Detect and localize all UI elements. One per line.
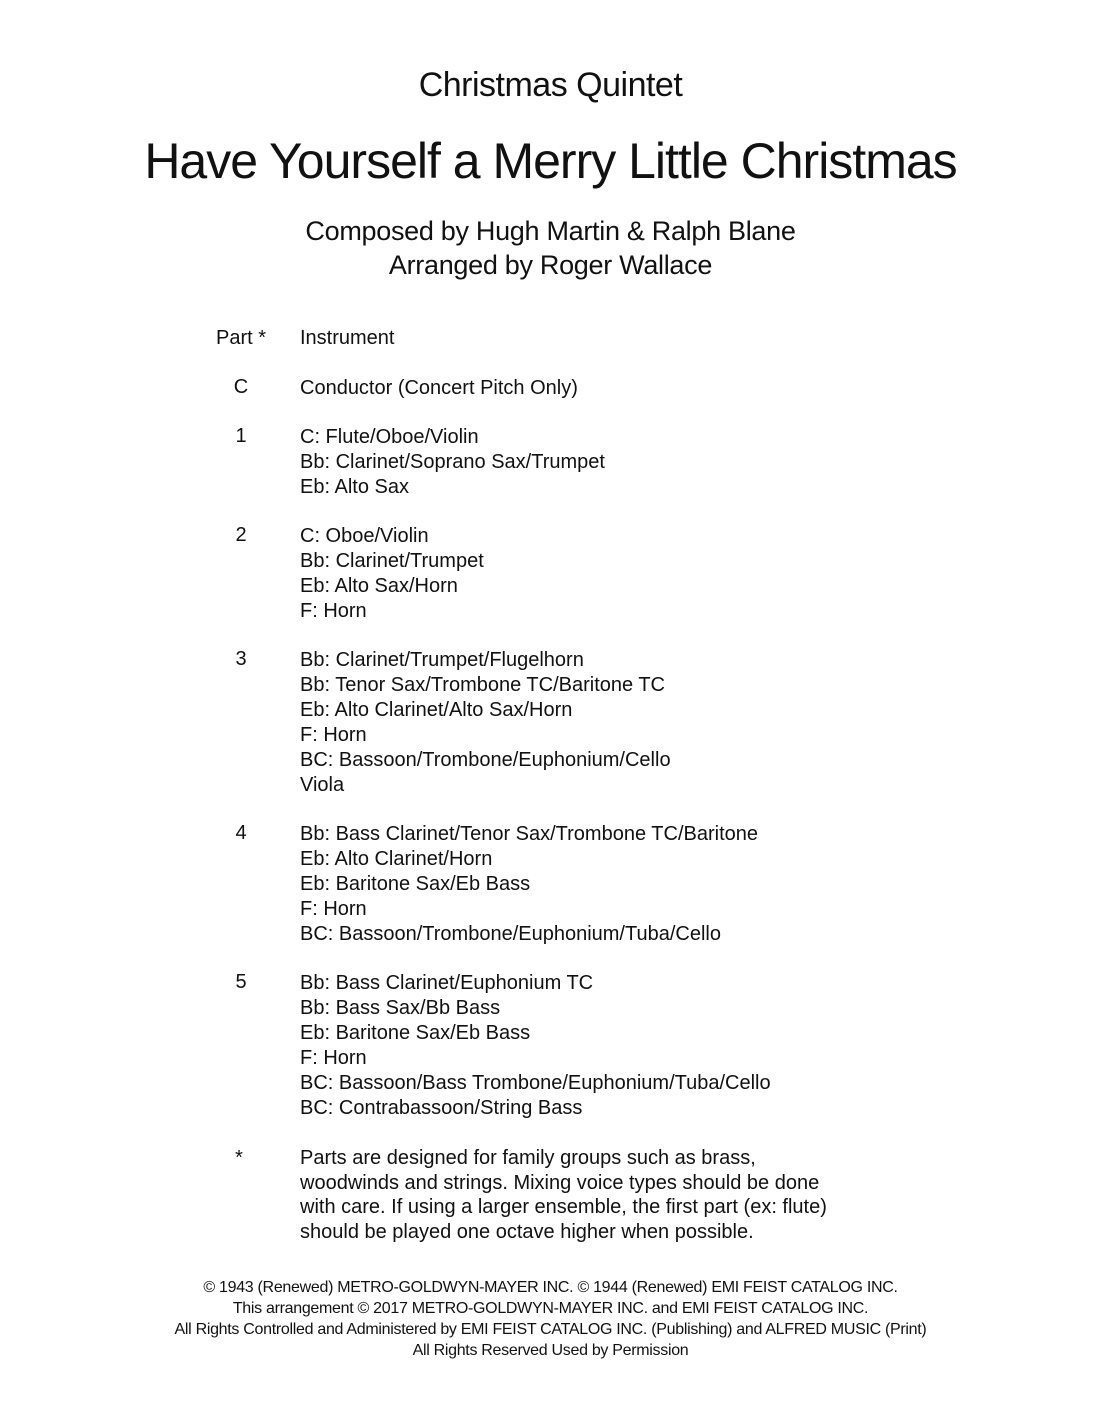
credits xyxy=(0,214,1101,282)
copyright-line-1: © 1943 (Renewed) METRO-GOLDWYN-MAYER INC. © 1944 (Renewed) EMI FEIST CATALOG INC. xyxy=(203,1279,898,1296)
instrument-list xyxy=(300,822,1101,947)
table-row xyxy=(0,376,1101,401)
instrument-line: BC: Bassoon/Bass Trombone/Euphonium/Tuba/Cello xyxy=(300,1072,771,1094)
table-row xyxy=(0,524,1101,624)
table-row xyxy=(0,425,1101,500)
instrument-line: Eb: Baritone Sax/Eb Bass xyxy=(300,873,531,895)
instrumentation-table xyxy=(0,326,1101,1145)
instrument-line: F: Horn xyxy=(300,898,367,920)
instrument-line: Eb: Alto Clarinet/Alto Sax/Horn xyxy=(300,699,573,721)
instrument-line: Viola xyxy=(300,774,345,796)
instrument-line: Bb: Clarinet/Trumpet xyxy=(300,550,484,572)
instrument-line: Bb: Tenor Sax/Trombone TC/Baritone TC xyxy=(300,674,665,696)
instrument-line: BC: Contrabassoon/String Bass xyxy=(300,1097,583,1119)
instrument-line: F: Horn xyxy=(300,1047,367,1069)
arranger-credit: Arranged by Roger Wallace xyxy=(388,250,713,280)
composer-credit: Composed by Hugh Martin & Ralph Blane xyxy=(305,216,796,246)
instrument-line: C: Flute/Oboe/Violin xyxy=(300,426,479,448)
copyright-notice xyxy=(0,1277,1101,1361)
instrument-line: Eb: Alto Sax xyxy=(300,476,409,498)
instrument-list xyxy=(300,648,1101,798)
part-number: 4 xyxy=(235,822,247,844)
instrument-line: Eb: Alto Clarinet/Horn xyxy=(300,848,493,870)
song-title: Have Yourself a Merry Little Christmas xyxy=(144,133,957,189)
instrument-line: F: Horn xyxy=(300,600,367,622)
instrument-list xyxy=(300,376,1101,401)
instrument-list xyxy=(300,524,1101,624)
table-row xyxy=(0,648,1101,798)
instrument-line: Bb: Bass Clarinet/Euphonium TC xyxy=(300,972,594,994)
instrument-line: Conductor (Concert Pitch Only) xyxy=(300,377,578,399)
instrument-line: F: Horn xyxy=(300,724,367,746)
copyright-line-4: All Rights Reserved Used by Permission xyxy=(412,1342,689,1359)
table-header xyxy=(0,326,1101,376)
footnote-marker: * xyxy=(235,1147,243,1169)
table-rows xyxy=(0,376,1101,1121)
instrument-list xyxy=(300,425,1101,500)
copyright-line-3: All Rights Controlled and Administered by EMI FEIST CATALOG INC. (Publishing) and ALFRED MUSIC (Print) xyxy=(174,1321,927,1338)
part-number: 1 xyxy=(235,425,247,447)
footnote-text: Parts are designed for family groups such as brass, woodwinds and strings. Mixing voice types should be done with care. If using a larger ensemble, the first part (ex: flute) should be played one octave higher when possible. xyxy=(300,1147,827,1243)
instrument-column-header: Instrument xyxy=(300,327,395,349)
footnote xyxy=(0,1146,1101,1244)
part-column-header: Part * xyxy=(215,327,267,349)
instrument-list xyxy=(300,971,1101,1121)
table-row xyxy=(0,971,1101,1121)
instrument-line: Bb: Bass Clarinet/Tenor Sax/Trombone TC/Baritone xyxy=(300,823,758,845)
instrument-line: BC: Bassoon/Trombone/Euphonium/Cello xyxy=(300,749,671,771)
instrument-line: Eb: Baritone Sax/Eb Bass xyxy=(300,1022,531,1044)
instrument-line: BC: Bassoon/Trombone/Euphonium/Tuba/Cello xyxy=(300,923,721,945)
part-number: 2 xyxy=(235,524,247,546)
series-title: Christmas Quintet xyxy=(418,66,683,104)
instrument-line: Bb: Clarinet/Trumpet/Flugelhorn xyxy=(300,649,584,671)
copyright-line-2: This arrangement © 2017 METRO-GOLDWYN-MAYER INC. and EMI FEIST CATALOG INC. xyxy=(232,1300,869,1317)
part-number: C xyxy=(233,376,249,398)
instrument-line: Bb: Bass Sax/Bb Bass xyxy=(300,997,501,1019)
instrument-line: C: Oboe/Violin xyxy=(300,525,429,547)
part-number: 3 xyxy=(235,648,247,670)
table-row xyxy=(0,822,1101,947)
instrument-line: Bb: Clarinet/Soprano Sax/Trumpet xyxy=(300,451,605,473)
part-number: 5 xyxy=(235,971,247,993)
instrument-line: Eb: Alto Sax/Horn xyxy=(300,575,458,597)
